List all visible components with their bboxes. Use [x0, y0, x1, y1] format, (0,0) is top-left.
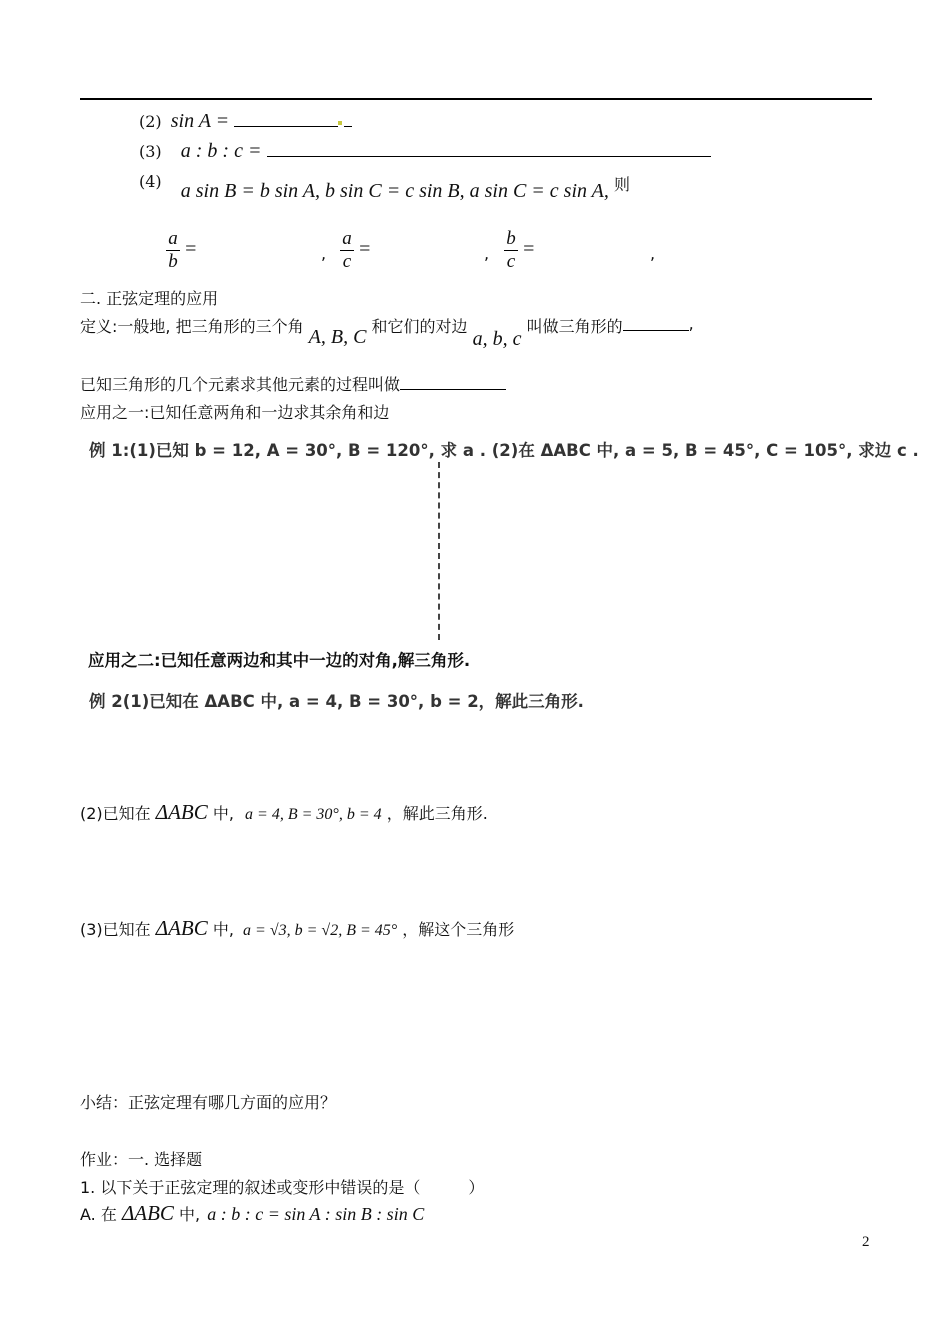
example-2-part-2 — [80, 800, 488, 825]
option-a-label: A. 在 — [80, 1205, 117, 1224]
fraction-denominator: c — [506, 251, 516, 272]
example-2-part-2-mid: 中, — [212, 804, 234, 823]
solve-triangle-answer-blank — [400, 389, 506, 390]
item-3-number: (3) — [139, 142, 162, 161]
definition-end: , — [688, 314, 694, 333]
example-2-part-3-conditions: a = √3, b = √2, B = 45° — [243, 922, 398, 939]
example-2-part-3-mid: 中, — [212, 920, 234, 939]
option-a-mid: 中, — [179, 1205, 201, 1224]
definition-suffix: 叫做三角形的 — [526, 317, 623, 336]
fraction-separator: , — [650, 244, 656, 263]
fraction-numerator: a — [168, 228, 178, 249]
item-2-number: (2) — [139, 112, 162, 131]
item-2 — [139, 110, 352, 133]
fraction-equals: = — [185, 238, 197, 260]
fraction-numerator: b — [506, 228, 516, 249]
fraction-separator: , — [321, 244, 327, 263]
dashed-divider — [438, 462, 440, 640]
option-a — [80, 1201, 424, 1226]
triangle-symbol: ΔABC — [121, 1201, 174, 1225]
example-2-part-2-suffix: ，解此三角形. — [386, 804, 488, 823]
item-4-expression: a sin B = b sin A, b sin C = c sin B, a sin C = c sin A, — [180, 180, 609, 202]
fraction-denominator: c — [342, 251, 352, 272]
example-2-part-3-prefix: (3)已知在 — [80, 920, 151, 939]
item-4 — [139, 172, 630, 202]
item-4-number: (4) — [139, 172, 162, 191]
application-2-heading: 应用之二:已知任意两边和其中一边的对角,解三角形. — [88, 651, 471, 670]
item-2-expression: sin A = — [170, 110, 230, 132]
ink-mark — [338, 121, 342, 125]
triangle-symbol: ΔABC — [155, 800, 208, 824]
definition-sides: a, b, c — [472, 328, 522, 350]
homework-heading: 作业：一. 选择题 — [80, 1150, 203, 1169]
summary: 小结：正弦定理有哪几方面的应用？ — [80, 1093, 337, 1112]
fraction-a-over-c — [340, 228, 370, 273]
definition-line — [80, 314, 694, 350]
example-2-part-2-conditions: a = 4, B = 30°, b = 4 — [245, 806, 382, 823]
page-number: 2 — [862, 1234, 870, 1250]
triangle-symbol: ΔABC — [155, 916, 208, 940]
fraction-equals: = — [523, 238, 535, 260]
example-2-part-3 — [80, 916, 514, 941]
example-2-part-1: 例 2(1)已知在 ΔABC 中, a = 4, B = 30°, b = 2，解此三角形. — [89, 692, 584, 711]
option-a-expression: a : b : c = sin A : sin B : sin C — [207, 1204, 425, 1224]
example-2-part-2-prefix: (2)已知在 — [80, 804, 151, 823]
solve-triangle-line — [80, 372, 506, 395]
fraction-b-over-c — [504, 228, 534, 273]
example-2-part-3-suffix: ，解这个三角形 — [402, 920, 515, 939]
fraction-separator: , — [484, 244, 490, 263]
definition-answer-blank — [623, 314, 689, 331]
item-3-expression: a : b : c = — [180, 140, 262, 162]
item-2-answer-blank-tail — [344, 126, 352, 127]
example-1: 例 1:(1)已知 b = 12, A = 30°, B = 120°, 求 a . (2)在 ΔABC 中, a = 5, B = 45°, C = 105°, 求边 c . — [89, 441, 919, 460]
section-heading: 二. 正弦定理的应用 — [80, 289, 219, 308]
question-1: 1. 以下关于正弦定理的叙述或变形中错误的是（ ） — [80, 1178, 485, 1197]
fraction-numerator: a — [342, 228, 352, 249]
fraction-a-over-b — [166, 228, 196, 273]
item-4-tail: 则 — [613, 175, 630, 194]
fraction-denominator: b — [168, 251, 178, 272]
item-3-answer-blank — [267, 156, 711, 157]
item-2-answer-blank — [234, 126, 338, 127]
definition-prefix: 定义:一般地, 把三角形的三个角 — [80, 317, 304, 336]
item-3 — [139, 140, 711, 163]
solve-triangle-text: 已知三角形的几个元素求其他元素的过程叫做 — [80, 375, 401, 394]
application-1-heading: 应用之一:已知任意两角和一边求其余角和边 — [80, 403, 390, 422]
definition-angles: A, B, C — [308, 326, 367, 348]
header-rule — [80, 98, 872, 100]
fraction-equals: = — [359, 238, 371, 260]
definition-mid: 和它们的对边 — [371, 317, 468, 336]
